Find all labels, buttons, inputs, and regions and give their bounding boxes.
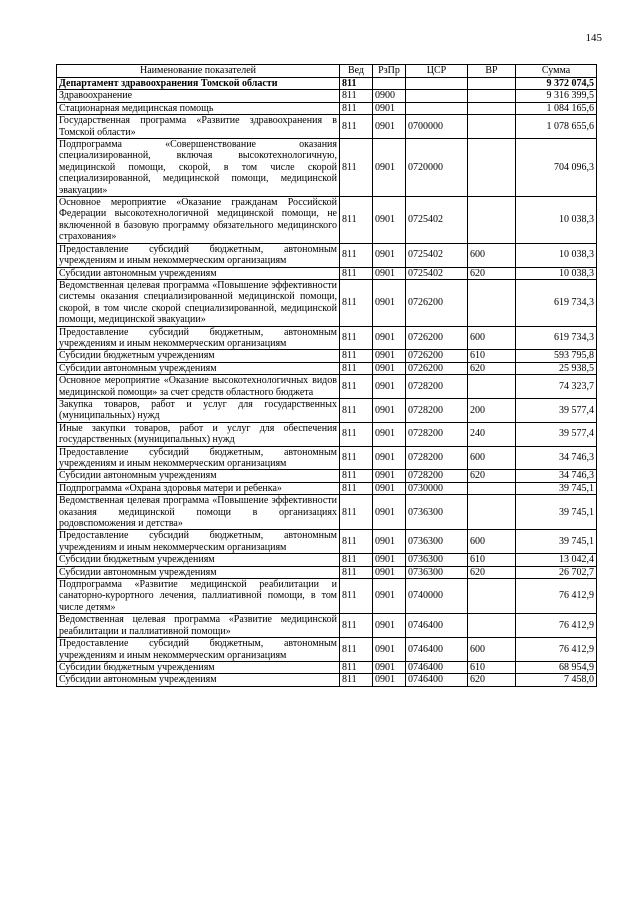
cell-ved: 811	[340, 530, 373, 554]
cell-sum: 1 084 165,6	[516, 102, 597, 114]
table-row	[57, 674, 597, 686]
table-row	[57, 638, 597, 662]
cell-csr: 0728200	[406, 446, 468, 470]
cell-name: Здравоохранение	[57, 90, 340, 102]
cell-name: Подпрограмма «Развитие медицинской реабилитации и санаторно-курортного лечения, паллиативной помощи, в том числе детям»	[57, 579, 340, 614]
cell-rzpr: 0901	[373, 115, 406, 139]
cell-rzpr: 0901	[373, 197, 406, 244]
cell-rzpr: 0901	[373, 579, 406, 614]
cell-name: Субсидии бюджетным учреждениям	[57, 554, 340, 566]
cell-name: Предоставление субсидий бюджетным, автономным учреждениям и иным некоммерческим организациям	[57, 243, 340, 267]
cell-sum: 34 746,3	[516, 470, 597, 482]
cell-sum: 619 734,3	[516, 326, 597, 350]
cell-sum: 39 745,1	[516, 530, 597, 554]
table-row	[57, 197, 597, 244]
cell-rzpr: 0900	[373, 90, 406, 102]
cell-csr: 0728200	[406, 398, 468, 422]
cell-vr: 610	[468, 554, 516, 566]
cell-ved: 811	[340, 674, 373, 686]
cell-vr: 600	[468, 530, 516, 554]
cell-name: Подпрограмма «Охрана здоровья матери и ребенка»	[57, 482, 340, 494]
cell-vr: 610	[468, 661, 516, 673]
header-name: Наименование показателей	[57, 65, 340, 78]
cell-vr: 620	[468, 470, 516, 482]
cell-csr: 0725402	[406, 197, 468, 244]
cell-csr: 0726200	[406, 362, 468, 374]
header-csr: ЦСР	[406, 65, 468, 78]
cell-sum: 13 042,4	[516, 554, 597, 566]
cell-rzpr: 0901	[373, 375, 406, 399]
header-vr: ВР	[468, 65, 516, 78]
cell-rzpr: 0901	[373, 661, 406, 673]
cell-ved: 811	[340, 446, 373, 470]
cell-name: Ведомственная целевая программа «Повышение эффективности системы оказания специализированной медицинской помощи, скорой, в том числе скорой специализированной, медицинской помощи, медицинской эвакуации»	[57, 279, 340, 326]
cell-name: Предоставление субсидий бюджетным, автономным учреждениям и иным некоммерческим организациям	[57, 530, 340, 554]
cell-csr	[406, 102, 468, 114]
cell-vr	[468, 139, 516, 197]
cell-ved: 811	[340, 566, 373, 578]
cell-sum: 34 746,3	[516, 446, 597, 470]
table-row	[57, 566, 597, 578]
table-row	[57, 279, 597, 326]
cell-csr	[406, 78, 468, 90]
header-ved: Вед	[340, 65, 373, 78]
cell-csr: 0728200	[406, 422, 468, 446]
cell-sum: 25 938,5	[516, 362, 597, 374]
cell-ved: 811	[340, 362, 373, 374]
table-row	[57, 398, 597, 422]
cell-vr: 600	[468, 446, 516, 470]
cell-rzpr: 0901	[373, 362, 406, 374]
table-row	[57, 530, 597, 554]
cell-vr: 620	[468, 566, 516, 578]
table-row	[57, 115, 597, 139]
cell-sum: 76 412,9	[516, 579, 597, 614]
cell-csr: 0728200	[406, 470, 468, 482]
cell-csr: 0726200	[406, 279, 468, 326]
cell-vr	[468, 482, 516, 494]
cell-ved: 811	[340, 375, 373, 399]
cell-name: Основное мероприятие «Оказание гражданам Российской Федерации высокотехнологичной медицинской помощи, не включенной в базовую программу обязательного медицинского страхования»	[57, 197, 340, 244]
cell-rzpr: 0901	[373, 674, 406, 686]
cell-ved: 811	[340, 267, 373, 279]
cell-sum: 39 745,1	[516, 495, 597, 530]
cell-csr: 0720000	[406, 139, 468, 197]
cell-vr	[468, 375, 516, 399]
cell-ved: 811	[340, 470, 373, 482]
cell-name: Субсидии автономным учреждениям	[57, 470, 340, 482]
cell-ved: 811	[340, 102, 373, 114]
cell-ved: 811	[340, 579, 373, 614]
table-row	[57, 102, 597, 114]
cell-csr: 0725402	[406, 267, 468, 279]
cell-rzpr: 0901	[373, 446, 406, 470]
cell-name: Департамент здравоохранения Томской области	[57, 78, 340, 90]
cell-csr: 0730000	[406, 482, 468, 494]
cell-name: Субсидии бюджетным учреждениям	[57, 350, 340, 362]
cell-vr	[468, 78, 516, 90]
cell-ved: 811	[340, 115, 373, 139]
table-row	[57, 267, 597, 279]
cell-vr: 600	[468, 243, 516, 267]
cell-vr: 600	[468, 638, 516, 662]
cell-vr: 600	[468, 326, 516, 350]
cell-vr: 620	[468, 674, 516, 686]
cell-name: Основное мероприятие «Оказание высокотехнологичных видов медицинской помощи» за счет средств областного бюджета	[57, 375, 340, 399]
cell-vr	[468, 102, 516, 114]
cell-ved: 811	[340, 326, 373, 350]
cell-sum: 10 038,3	[516, 267, 597, 279]
cell-name: Ведомственная целевая программа «Развитие медицинской реабилитации и паллиативной помощи»	[57, 614, 340, 638]
cell-vr	[468, 90, 516, 102]
table-row	[57, 446, 597, 470]
cell-csr: 0728200	[406, 375, 468, 399]
cell-sum: 619 734,3	[516, 279, 597, 326]
cell-name: Ведомственная целевая программа «Повышение эффективности оказания медицинской помощи в организациях родовспоможения и детства»	[57, 495, 340, 530]
cell-name: Иные закупки товаров, работ и услуг для обеспечения государственных (муниципальных) нужд	[57, 422, 340, 446]
cell-csr: 0740000	[406, 579, 468, 614]
cell-vr	[468, 197, 516, 244]
cell-rzpr: 0901	[373, 566, 406, 578]
cell-ved: 811	[340, 614, 373, 638]
cell-csr: 0726200	[406, 350, 468, 362]
cell-name: Стационарная медицинская помощь	[57, 102, 340, 114]
cell-vr	[468, 279, 516, 326]
cell-name: Подпрограмма «Совершенствование оказания специализированной, включая высокотехнологичную, медицинской помощи, скорой, в том числе скорой специализированной, медицинской помощи, медицинской эвакуации»	[57, 139, 340, 197]
cell-rzpr: 0901	[373, 614, 406, 638]
header-sum: Сумма	[516, 65, 597, 78]
cell-vr: 620	[468, 267, 516, 279]
cell-ved: 811	[340, 422, 373, 446]
cell-ved: 811	[340, 90, 373, 102]
cell-csr: 0736300	[406, 530, 468, 554]
cell-vr: 200	[468, 398, 516, 422]
cell-rzpr: 0901	[373, 139, 406, 197]
cell-sum: 7 458,0	[516, 674, 597, 686]
cell-sum: 68 954,9	[516, 661, 597, 673]
cell-sum: 74 323,7	[516, 375, 597, 399]
cell-rzpr: 0901	[373, 470, 406, 482]
cell-ved: 811	[340, 495, 373, 530]
table-row	[57, 554, 597, 566]
cell-rzpr: 0901	[373, 350, 406, 362]
cell-sum: 39 577,4	[516, 398, 597, 422]
cell-rzpr: 0901	[373, 279, 406, 326]
cell-sum: 9 372 074,5	[516, 78, 597, 90]
table-row	[57, 326, 597, 350]
cell-csr: 0726200	[406, 326, 468, 350]
cell-ved: 811	[340, 78, 373, 90]
cell-rzpr: 0901	[373, 267, 406, 279]
cell-vr	[468, 614, 516, 638]
cell-rzpr	[373, 78, 406, 90]
cell-ved: 811	[340, 554, 373, 566]
cell-ved: 811	[340, 661, 373, 673]
cell-vr	[468, 115, 516, 139]
cell-csr: 0746400	[406, 638, 468, 662]
cell-csr: 0736300	[406, 566, 468, 578]
cell-csr: 0746400	[406, 674, 468, 686]
cell-sum: 1 078 655,6	[516, 115, 597, 139]
cell-vr	[468, 579, 516, 614]
table-body	[57, 78, 597, 687]
table-row	[57, 661, 597, 673]
cell-rzpr: 0901	[373, 398, 406, 422]
table-header-row	[57, 65, 597, 78]
cell-csr: 0700000	[406, 115, 468, 139]
cell-sum: 10 038,3	[516, 197, 597, 244]
table-row	[57, 614, 597, 638]
table-row	[57, 243, 597, 267]
cell-csr: 0736300	[406, 554, 468, 566]
cell-vr	[468, 495, 516, 530]
table-row	[57, 139, 597, 197]
cell-rzpr: 0901	[373, 530, 406, 554]
cell-ved: 811	[340, 482, 373, 494]
cell-name: Государственная программа «Развитие здравоохранения в Томской области»	[57, 115, 340, 139]
cell-rzpr: 0901	[373, 243, 406, 267]
cell-sum: 10 038,3	[516, 243, 597, 267]
table-row	[57, 78, 597, 90]
cell-vr: 240	[468, 422, 516, 446]
cell-csr: 0746400	[406, 614, 468, 638]
cell-name: Субсидии бюджетным учреждениям	[57, 661, 340, 673]
cell-name: Предоставление субсидий бюджетным, автономным учреждениям и иным некоммерческим организациям	[57, 446, 340, 470]
cell-name: Субсидии автономным учреждениям	[57, 674, 340, 686]
cell-sum: 9 316 399,5	[516, 90, 597, 102]
table-row	[57, 362, 597, 374]
cell-ved: 811	[340, 139, 373, 197]
table-row	[57, 90, 597, 102]
cell-name: Субсидии автономным учреждениям	[57, 362, 340, 374]
cell-csr: 0746400	[406, 661, 468, 673]
table-row	[57, 495, 597, 530]
cell-ved: 811	[340, 197, 373, 244]
table-row	[57, 375, 597, 399]
cell-name: Предоставление субсидий бюджетным, автономным учреждениям и иным некоммерческим организациям	[57, 326, 340, 350]
header-rzpr: РзПр	[373, 65, 406, 78]
page-number: 145	[585, 32, 602, 44]
cell-rzpr: 0901	[373, 554, 406, 566]
cell-sum: 593 795,8	[516, 350, 597, 362]
cell-ved: 811	[340, 243, 373, 267]
budget-table	[56, 64, 597, 687]
cell-ved: 811	[340, 398, 373, 422]
cell-sum: 26 702,7	[516, 566, 597, 578]
cell-rzpr: 0901	[373, 482, 406, 494]
cell-name: Закупка товаров, работ и услуг для государственных (муниципальных) нужд	[57, 398, 340, 422]
cell-rzpr: 0901	[373, 638, 406, 662]
table-row	[57, 422, 597, 446]
cell-rzpr: 0901	[373, 326, 406, 350]
cell-csr: 0736300	[406, 495, 468, 530]
table-row	[57, 350, 597, 362]
cell-vr: 610	[468, 350, 516, 362]
table-row	[57, 470, 597, 482]
cell-ved: 811	[340, 350, 373, 362]
cell-name: Субсидии автономным учреждениям	[57, 267, 340, 279]
table-row	[57, 482, 597, 494]
cell-csr: 0725402	[406, 243, 468, 267]
cell-name: Субсидии автономным учреждениям	[57, 566, 340, 578]
cell-rzpr: 0901	[373, 495, 406, 530]
cell-rzpr: 0901	[373, 422, 406, 446]
cell-ved: 811	[340, 279, 373, 326]
cell-sum: 76 412,9	[516, 614, 597, 638]
cell-ved: 811	[340, 638, 373, 662]
cell-vr: 620	[468, 362, 516, 374]
cell-name: Предоставление субсидий бюджетным, автономным учреждениям и иным некоммерческим организациям	[57, 638, 340, 662]
cell-csr	[406, 90, 468, 102]
cell-sum: 704 096,3	[516, 139, 597, 197]
table-row	[57, 579, 597, 614]
cell-sum: 76 412,9	[516, 638, 597, 662]
cell-rzpr: 0901	[373, 102, 406, 114]
cell-sum: 39 745,1	[516, 482, 597, 494]
cell-sum: 39 577,4	[516, 422, 597, 446]
